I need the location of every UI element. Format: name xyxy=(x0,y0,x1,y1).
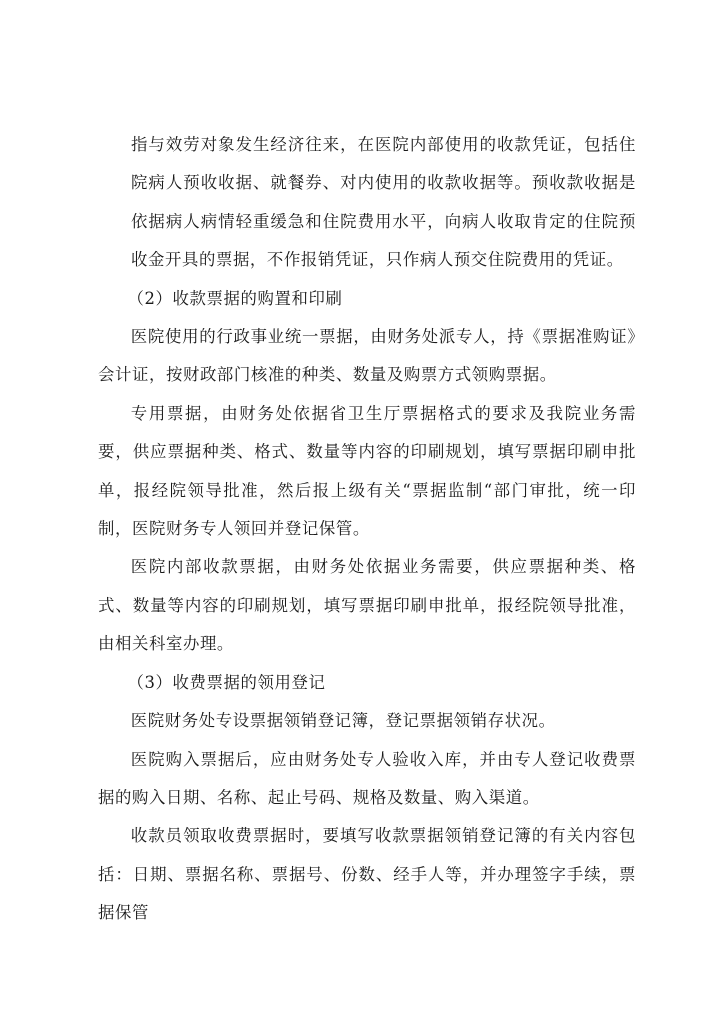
paragraph-registration-book: 医院财务处专设票据领销登记簿，登记票据领销存状况。 xyxy=(130,711,556,731)
paragraph-internal-receipts: 医院内部收款票据，由财务处依据业务需要，供应票据种类、格式、数量等内容的印刷规划，填写票据印刷申批单，报经院领导批准，由相关科室办理。 xyxy=(98,557,636,654)
section-heading-receipt-registration: （3）收费票据的领用登记 xyxy=(127,672,326,692)
section-heading-purchase-printing: （2）收款票据的购置和印刷 xyxy=(127,288,343,308)
paragraph-receipt-intake: 医院购入票据后，应由财务处专人验收入库，并由专人登记收费票据的购入日期、名称、起止号码、规格及数量、购入渠道。 xyxy=(98,749,636,807)
paragraph-unified-receipts: 医院使用的行政事业统一票据，由财务处派专人，持《票据准购证》会计证，按财政部门核准的种类、数量及购票方式领购票据。 xyxy=(98,327,636,385)
paragraph-hospital-receipts-definition: 指与效劳对象发生经济往来，在医院内部使用的收款凭证，包括住院病人预收收据、就餐券、对内使用的收款收据等。预收款收据是依据病人病情轻重缓急和住院费用水平，向病人收取肯定的住院预收金开具的票据，不作报销凭证，只作病人预交住院费用的凭证。 xyxy=(131,135,636,270)
paragraph-cashier-collection: 收款员领取收费票据时，要填写收款票据领销登记簿的有关内容包括：日期、票据名称、票据号、份数、经手人等，并办理签字手续，票据保管 xyxy=(98,826,636,923)
paragraph-special-receipts: 专用票据，由财务处依据省卫生厅票据格式的要求及我院业务需要，供应票据种类、格式、数量等内容的印刷规划，填写票据印刷申批单，报经院领导批准，然后报上级有关“票据监制“部门审批，统一印制，医院财务专人领回并登记保管。 xyxy=(98,403,636,539)
